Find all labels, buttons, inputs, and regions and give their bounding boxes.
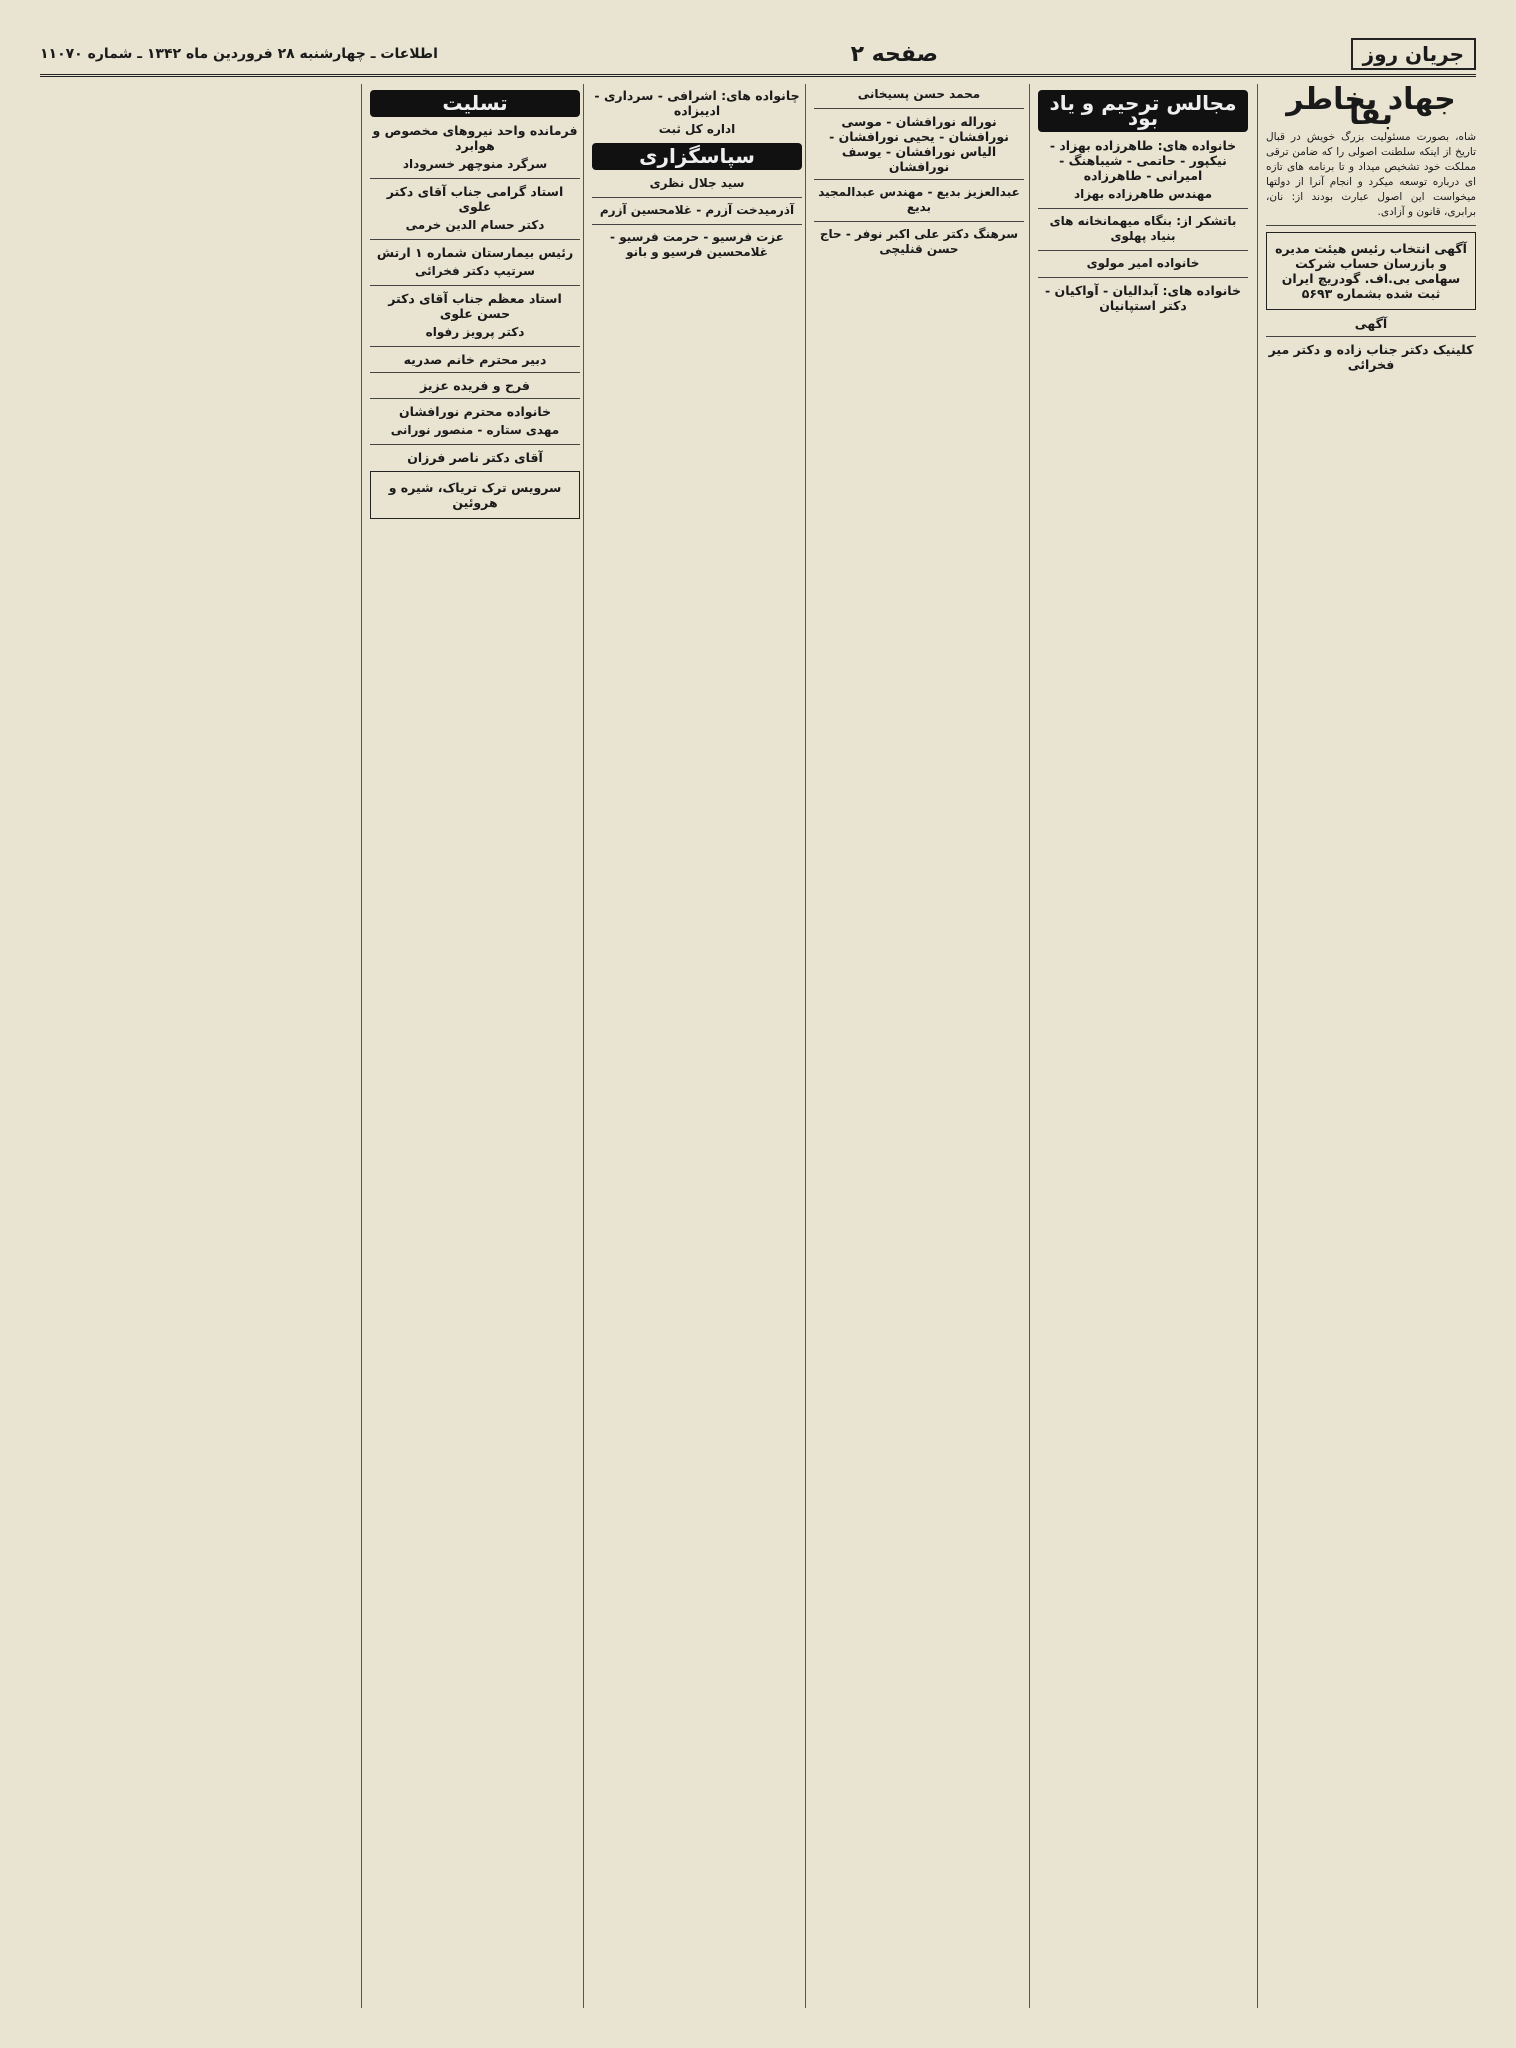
memorial-signature: محمد حسن پسیخانی [857,87,981,101]
condolence-heading: استاد گرامی جناب آقای دکتر علوی [386,184,564,214]
divider [370,372,580,373]
office-signature: اداره کل ثبت [658,122,736,136]
condolence-signature: سرتیپ دکتر فخرائی [415,264,535,278]
editorial-column [1257,84,1476,2008]
memorial-signature: سرهنگ دکتر علی اکبر نوفر - حاج حسن قنلیچی [819,227,1019,256]
divider [1266,225,1476,226]
divider [370,239,580,240]
memorial-heading: خانواده های: طاهرزاده بهزاد - نیکپور - حاتمی - شیباهنگ - امیرانی - طاهرزاده [1049,138,1237,183]
memorial-column [1029,84,1248,2008]
condolence-heading: خانواده محترم نورافشان [398,404,552,419]
condolence-banner: تسلیت [370,90,580,117]
divider [814,179,1024,180]
divider [370,398,580,399]
condolence-heading: فرح و فریده عزیز [420,378,530,393]
thanks-signature: عزت فرسیو - حرمت فرسیو - غلامحسین فرسیو و بانو [610,230,784,259]
clinic-ad: کلینیک دکتر جناب زاده و دکتر میر فخرائی [1268,342,1474,372]
family-heading: چانواده های: اشرافی - سرداری - ادیبزاده [594,88,800,118]
bottom-ads [340,1240,576,2008]
thanks-banner: سپاسگزاری [592,143,802,170]
divider [592,197,802,198]
issue-date: اطلاعات ـ چهارشنبه ۲۸ فروردین ماه ۱۳۴۲ ـ شماره ۱۱۰۷۰ [40,46,438,62]
divider [370,346,580,347]
divider [370,285,580,286]
rehab-ad: سرویس ترک تریاک، شیره و هروئین [388,480,562,510]
divider [1038,250,1248,251]
thanks-column [583,84,802,2008]
memorial-banner: مجالس ترحیم و یاد بود [1038,90,1248,132]
divider [1038,208,1248,209]
divider [592,224,802,225]
divider [370,178,580,179]
thanks-signature: سید جلال نظری [649,176,745,190]
memorial-signature: عبدالعزیز بدیع - مهندس عبدالمجید بدیع [818,185,1020,214]
editorial-body: شاه، بصورت مسئولیت بزرگ خویش در قبال تاریخ از اینکه سلطنت اصولی را که ضامن ترقی مملکت خود تشخیص میداد و تا برنامه های تازه ای درباره توسعه میکرد و انجام آنرا از دولتها میخواست این اصول عبارت بودند از: نان، برابری، قانون و آزادی. [1266,131,1476,218]
memorial-column-2 [805,84,1024,2008]
condolence-heading: فرمانده واحد نیروهای مخصوص و هوابرد [372,123,578,153]
condolence-signature: سرگرد منوچهر خسروداد [402,157,548,171]
condolence-signature: دکتر پرویز رفواه [425,325,525,339]
condolence-signature: دکتر حسام الدین خرمی [405,218,545,232]
editorial-title: جهاد بخاطر بقا [1286,84,1456,132]
divider [1038,277,1248,278]
notice-title: آگهی [1354,316,1388,331]
condolence-heading: آقای دکتر ناصر فرزان [407,450,543,465]
page-number: صفحه ۲ [850,41,938,67]
divider [370,444,580,445]
divider [814,221,1024,222]
thanks-signature: آذرمیدخت آزرم - غلامحسین آزرم [599,203,795,217]
condolence-signature: مهدی ستاره - منصور نورانی [390,423,560,437]
memorial-signature: خانواده امیر مولوی [1086,256,1200,270]
memorial-heading: خانواده های: آبدالیان - آواکیان - دکتر استپانیان [1045,283,1241,313]
notice-heading: آگهی انتخاب رئیس هیئت مدیره و بازرسان حساب شرکت سهامی بی.اف. گودریچ ایران ثبت شده بشماره ۵۶۹۳ [1275,241,1467,301]
condolence-heading: دبیر محترم خانم صدریه [403,352,547,367]
section-badge: جریان روز [1351,38,1476,70]
memorial-signature: باتشکر از: بنگاه میهمانخانه های بنیاد پهلوی [1049,214,1237,243]
memorial-heading: نوراله نورافشان - موسی نورافشان - یحیی نورافشان - الیاس نورافشان - یوسف نورافشان [829,114,1009,174]
condolence-heading: استاد معظم جناب آقای دکتر حسن علوی [388,291,562,321]
divider [814,108,1024,109]
page-header [40,34,1476,77]
condolence-heading: رئیس بیمارستان شماره ۱ ارتش [376,245,574,260]
memorial-signature: مهندس طاهرزاده بهزاد [1073,187,1213,201]
divider [1266,336,1476,337]
